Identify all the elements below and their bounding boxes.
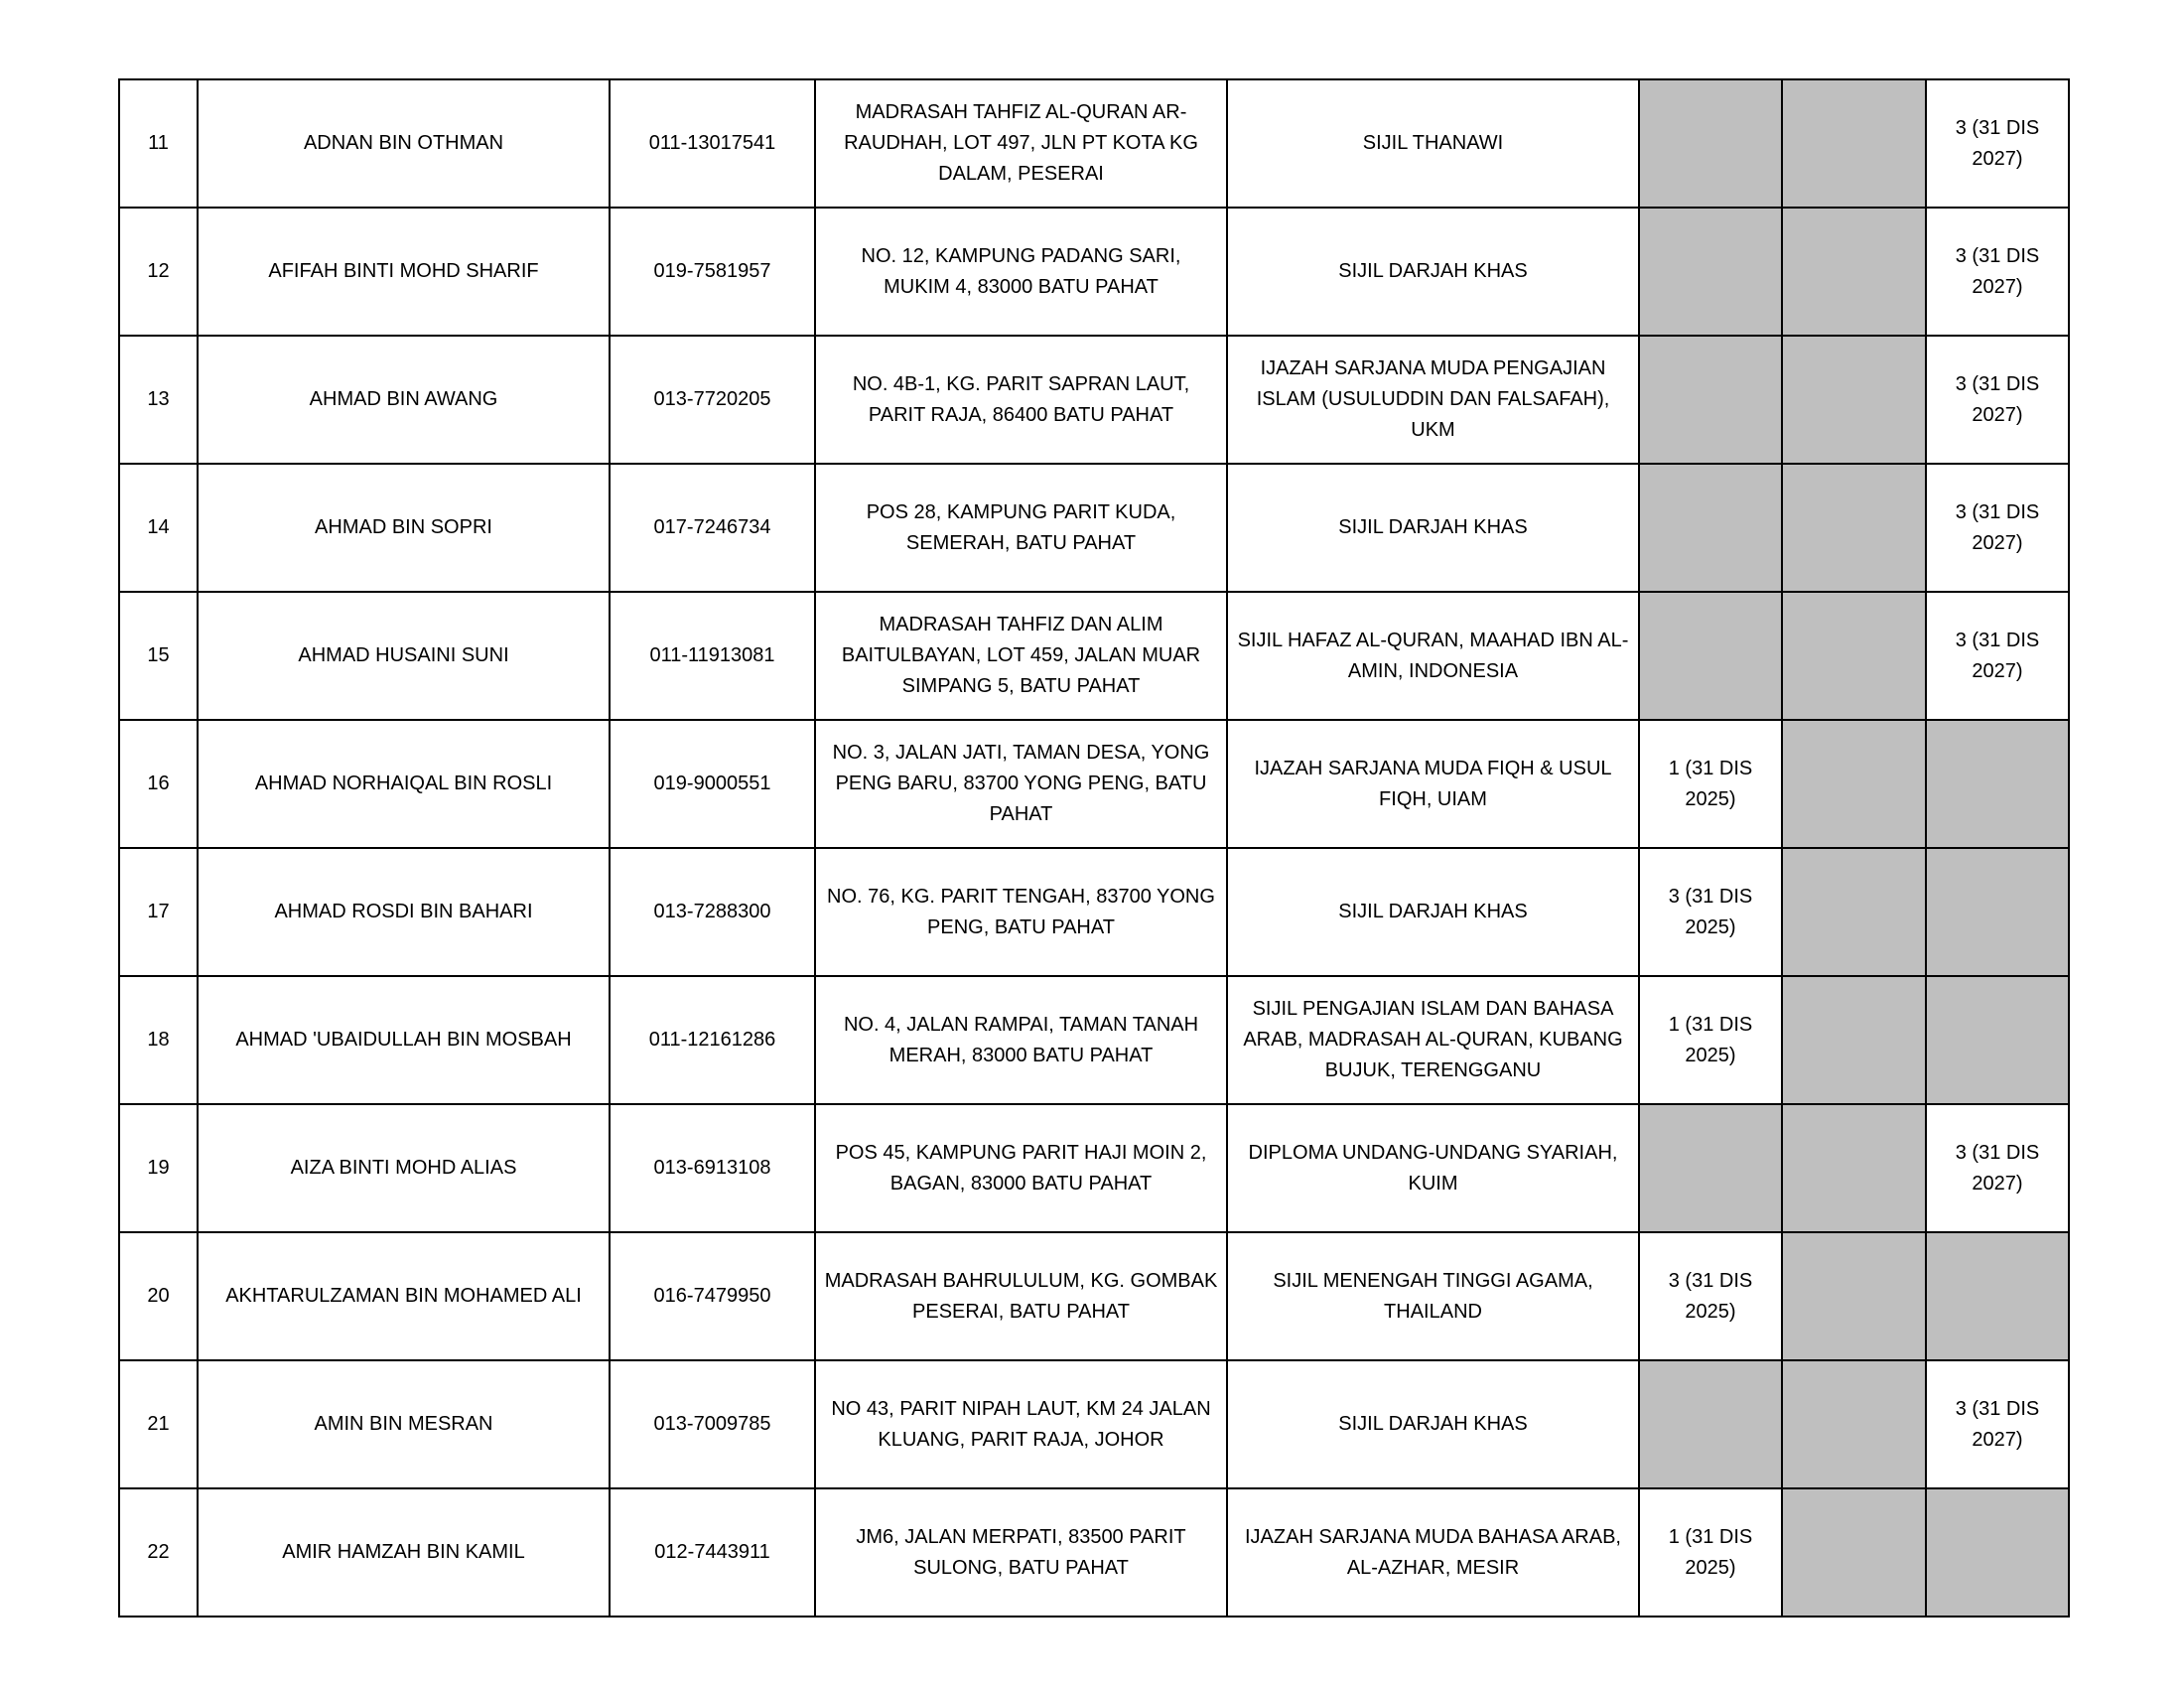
cell-status-col8-line: 3 (31 DIS bbox=[1955, 372, 2040, 395]
cell-qualification bbox=[1227, 976, 1639, 1104]
cell-address-line: MADRASAH TAHFIZ DAN ALIM bbox=[879, 614, 1163, 635]
table-row bbox=[119, 464, 2069, 592]
cell-status-col7 bbox=[1782, 1488, 1926, 1617]
cell-address bbox=[815, 976, 1227, 1104]
cell-address-line: JM6, JALAN MERPATI, 83500 PARIT bbox=[856, 1525, 1186, 1548]
cell-address bbox=[815, 79, 1227, 208]
cell-phone: 011-11913081 bbox=[610, 592, 815, 720]
cell-phone: 019-9000551 bbox=[610, 720, 815, 848]
cell-address-line: NO. 3, JALAN JATI, TAMAN DESA, YONG bbox=[832, 742, 1210, 764]
cell-status-col8 bbox=[1926, 1232, 2069, 1360]
table-row bbox=[119, 1104, 2069, 1232]
cell-address bbox=[815, 1232, 1227, 1360]
cell-address-line: NO. 4, JALAN RAMPAI, TAMAN TANAH bbox=[843, 1013, 1199, 1036]
cell-name: AHMAD 'UBAIDULLAH BIN MOSBAH bbox=[198, 976, 610, 1104]
cell-status-col7 bbox=[1782, 1104, 1926, 1232]
table-row bbox=[119, 1232, 2069, 1360]
cell-status-col8-line: 3 (31 DIS bbox=[1955, 629, 2040, 651]
cell-status-col7 bbox=[1782, 592, 1926, 720]
cell-status-col6-line: 1 (31 DIS bbox=[1668, 1525, 1753, 1548]
cell-phone: 012-7443911 bbox=[610, 1488, 815, 1617]
cell-name: AHMAD NORHAIQAL BIN ROSLI bbox=[198, 720, 610, 848]
cell-status-col6 bbox=[1639, 592, 1782, 720]
cell-qualification-line: ARAB, MADRASAH AL-QURAN, KUBANG bbox=[1243, 1029, 1623, 1051]
cell-address-line: PARIT RAJA, 86400 BATU PAHAT bbox=[868, 403, 1174, 426]
cell-status-col8-line: 2027) bbox=[1972, 1428, 2023, 1451]
cell-address-line: NO 43, PARIT NIPAH LAUT, KM 24 JALAN bbox=[831, 1397, 1211, 1420]
cell-status-col8-line: 3 (31 DIS bbox=[1955, 244, 2040, 267]
cell-status-col6-line: 3 (31 DIS bbox=[1668, 885, 1753, 908]
table-body bbox=[119, 79, 2069, 1617]
table-row bbox=[119, 79, 2069, 208]
cell-qualification bbox=[1227, 464, 1639, 592]
table-row bbox=[119, 848, 2069, 976]
cell-address-line: DALAM, PESERAI bbox=[938, 163, 1104, 185]
cell-address-line: MERAH, 83000 BATU PAHAT bbox=[888, 1044, 1154, 1066]
cell-phone: 013-7009785 bbox=[610, 1360, 815, 1488]
cell-name: AFIFAH BINTI MOHD SHARIF bbox=[198, 208, 610, 336]
cell-status-col6 bbox=[1639, 1488, 1782, 1617]
cell-status-col8-line: 2027) bbox=[1972, 1172, 2023, 1195]
cell-qualification bbox=[1227, 1360, 1639, 1488]
cell-qualification-line: IJAZAH SARJANA MUDA FIQH & USUL bbox=[1254, 757, 1612, 779]
cell-status-col8 bbox=[1926, 720, 2069, 848]
cell-address-line: NO. 12, KAMPUNG PADANG SARI, bbox=[861, 244, 1181, 267]
cell-qualification bbox=[1227, 1104, 1639, 1232]
cell-number: 16 bbox=[119, 720, 198, 848]
cell-status-col6 bbox=[1639, 1104, 1782, 1232]
cell-status-col6 bbox=[1639, 208, 1782, 336]
cell-qualification-line: KUIM bbox=[1408, 1172, 1458, 1195]
cell-status-col7 bbox=[1782, 1232, 1926, 1360]
cell-status-col8 bbox=[1926, 208, 2069, 336]
table-row bbox=[119, 720, 2069, 848]
cell-address bbox=[815, 1488, 1227, 1617]
cell-status-col7 bbox=[1782, 720, 1926, 848]
cell-phone: 013-7288300 bbox=[610, 848, 815, 976]
cell-address bbox=[815, 464, 1227, 592]
cell-address-line: BAITULBAYAN, LOT 459, JALAN MUAR bbox=[841, 644, 1201, 666]
cell-number: 20 bbox=[119, 1232, 198, 1360]
cell-address-line: KLUANG, PARIT RAJA, JOHOR bbox=[878, 1428, 1164, 1451]
cell-address-line: BAGAN, 83000 BATU PAHAT bbox=[889, 1172, 1153, 1195]
cell-status-col8-line: 2027) bbox=[1972, 531, 2023, 554]
cell-address-line: SIMPANG 5, BATU PAHAT bbox=[901, 675, 1141, 697]
table-row bbox=[119, 976, 2069, 1104]
cell-status-col6 bbox=[1639, 848, 1782, 976]
cell-qualification-line: SIJIL DARJAH KHAS bbox=[1338, 1413, 1528, 1435]
cell-address-line: POS 28, KAMPUNG PARIT KUDA, bbox=[866, 500, 1176, 523]
cell-address bbox=[815, 336, 1227, 464]
cell-qualification-line: SIJIL DARJAH KHAS bbox=[1338, 516, 1528, 538]
cell-qualification-line: IJAZAH SARJANA MUDA PENGAJIAN bbox=[1260, 357, 1606, 379]
cell-qualification bbox=[1227, 848, 1639, 976]
cell-qualification-line: SIJIL MENENGAH TINGGI AGAMA, bbox=[1273, 1269, 1593, 1292]
cell-qualification bbox=[1227, 208, 1639, 336]
cell-phone: 011-12161286 bbox=[610, 976, 815, 1104]
cell-address-line: MADRASAH TAHFIZ AL-QURAN AR- bbox=[855, 101, 1187, 123]
cell-address bbox=[815, 1104, 1227, 1232]
cell-address-line: SULONG, BATU PAHAT bbox=[913, 1556, 1129, 1579]
cell-phone: 017-7246734 bbox=[610, 464, 815, 592]
cell-status-col8-line: 3 (31 DIS bbox=[1955, 116, 2040, 139]
cell-address bbox=[815, 1360, 1227, 1488]
cell-status-col6 bbox=[1639, 464, 1782, 592]
cell-status-col6 bbox=[1639, 976, 1782, 1104]
cell-status-col6 bbox=[1639, 336, 1782, 464]
cell-address bbox=[815, 592, 1227, 720]
cell-status-col8 bbox=[1926, 1488, 2069, 1617]
cell-name: AHMAD HUSAINI SUNI bbox=[198, 592, 610, 720]
cell-qualification-line: IJAZAH SARJANA MUDA BAHASA ARAB, bbox=[1244, 1525, 1621, 1548]
cell-number: 18 bbox=[119, 976, 198, 1104]
cell-number: 15 bbox=[119, 592, 198, 720]
cell-qualification bbox=[1227, 336, 1639, 464]
cell-qualification-line: SIJIL PENGAJIAN ISLAM DAN BAHASA bbox=[1252, 998, 1614, 1020]
cell-address-line: RAUDHAH, LOT 497, JLN PT KOTA KG bbox=[844, 132, 1198, 154]
cell-status-col8-line: 2027) bbox=[1972, 275, 2023, 298]
cell-phone: 013-7720205 bbox=[610, 336, 815, 464]
cell-qualification bbox=[1227, 79, 1639, 208]
cell-status-col7 bbox=[1782, 464, 1926, 592]
cell-qualification bbox=[1227, 1232, 1639, 1360]
cell-status-col8-line: 2027) bbox=[1972, 147, 2023, 170]
cell-phone: 019-7581957 bbox=[610, 208, 815, 336]
cell-address bbox=[815, 848, 1227, 976]
cell-status-col6 bbox=[1639, 720, 1782, 848]
cell-address-line: NO. 4B-1, KG. PARIT SAPRAN LAUT, bbox=[852, 372, 1190, 395]
table-row bbox=[119, 336, 2069, 464]
cell-status-col6-line: 1 (31 DIS bbox=[1668, 1013, 1753, 1036]
cell-status-col7 bbox=[1782, 976, 1926, 1104]
cell-status-col8 bbox=[1926, 79, 2069, 208]
cell-qualification bbox=[1227, 720, 1639, 848]
cell-status-col8 bbox=[1926, 848, 2069, 976]
cell-address-line: MADRASAH BAHRULULUM, KG. GOMBAK bbox=[824, 1269, 1218, 1292]
cell-qualification-line: AL-AZHAR, MESIR bbox=[1346, 1556, 1520, 1579]
cell-number: 19 bbox=[119, 1104, 198, 1232]
cell-status-col8-line: 3 (31 DIS bbox=[1955, 500, 2040, 523]
cell-address-line: POS 45, KAMPUNG PARIT HAJI MOIN 2, bbox=[835, 1141, 1207, 1164]
cell-status-col6-line: 2025) bbox=[1685, 1300, 1736, 1323]
cell-status-col7 bbox=[1782, 336, 1926, 464]
cell-qualification-line: THAILAND bbox=[1384, 1300, 1482, 1323]
cell-name: AKHTARULZAMAN BIN MOHAMED ALI bbox=[198, 1232, 610, 1360]
cell-qualification-line: ISLAM (USULUDDIN DAN FALSAFAH), bbox=[1256, 388, 1610, 410]
cell-number: 17 bbox=[119, 848, 198, 976]
cell-status-col8 bbox=[1926, 976, 2069, 1104]
cell-status-col8-line: 2027) bbox=[1972, 659, 2023, 682]
cell-name: AMIN BIN MESRAN bbox=[198, 1360, 610, 1488]
cell-number: 14 bbox=[119, 464, 198, 592]
cell-status-col8-line: 3 (31 DIS bbox=[1955, 1141, 2040, 1164]
cell-status-col8 bbox=[1926, 1104, 2069, 1232]
registry-table bbox=[118, 78, 2070, 1618]
cell-address-line: MUKIM 4, 83000 BATU PAHAT bbox=[884, 275, 1159, 298]
cell-number: 21 bbox=[119, 1360, 198, 1488]
cell-status-col6-line: 2025) bbox=[1685, 1556, 1736, 1579]
cell-status-col7 bbox=[1782, 208, 1926, 336]
cell-status-col6-line: 2025) bbox=[1685, 915, 1736, 938]
cell-status-col8 bbox=[1926, 1360, 2069, 1488]
cell-qualification-line: SIJIL DARJAH KHAS bbox=[1338, 901, 1528, 922]
cell-address-line: NO. 76, KG. PARIT TENGAH, 83700 YONG bbox=[827, 885, 1215, 908]
cell-number: 22 bbox=[119, 1488, 198, 1617]
table-row bbox=[119, 1360, 2069, 1488]
cell-status-col8-line: 2027) bbox=[1972, 403, 2023, 426]
cell-number: 11 bbox=[119, 79, 198, 208]
cell-name: AMIR HAMZAH BIN KAMIL bbox=[198, 1488, 610, 1617]
cell-status-col8 bbox=[1926, 464, 2069, 592]
cell-status-col6-line: 1 (31 DIS bbox=[1668, 757, 1753, 779]
cell-status-col6 bbox=[1639, 1360, 1782, 1488]
cell-name: AHMAD BIN AWANG bbox=[198, 336, 610, 464]
cell-status-col6-line: 2025) bbox=[1685, 1044, 1736, 1066]
cell-status-col8 bbox=[1926, 592, 2069, 720]
cell-qualification-line: AMIN, INDONESIA bbox=[1347, 659, 1519, 682]
cell-address-line: PESERAI, BATU PAHAT bbox=[912, 1300, 1130, 1323]
cell-address bbox=[815, 720, 1227, 848]
cell-status-col6-line: 3 (31 DIS bbox=[1668, 1269, 1753, 1292]
cell-number: 13 bbox=[119, 336, 198, 464]
cell-qualification-line: DIPLOMA UNDANG-UNDANG SYARIAH, bbox=[1248, 1141, 1618, 1164]
cell-address-line: PAHAT bbox=[989, 803, 1053, 825]
cell-status-col8 bbox=[1926, 336, 2069, 464]
cell-address-line: SEMERAH, BATU PAHAT bbox=[905, 531, 1137, 554]
cell-phone: 011-13017541 bbox=[610, 79, 815, 208]
cell-status-col8-line: 3 (31 DIS bbox=[1955, 1397, 2040, 1420]
cell-status-col7 bbox=[1782, 848, 1926, 976]
cell-qualification-line: SIJIL THANAWI bbox=[1362, 132, 1504, 154]
cell-qualification-line: UKM bbox=[1411, 419, 1455, 441]
cell-status-col6 bbox=[1639, 1232, 1782, 1360]
cell-phone: 013-6913108 bbox=[610, 1104, 815, 1232]
cell-qualification-line: BUJUK, TERENGGANU bbox=[1324, 1059, 1542, 1081]
cell-name: AHMAD BIN SOPRI bbox=[198, 464, 610, 592]
cell-address bbox=[815, 208, 1227, 336]
cell-name: AHMAD ROSDI BIN BAHARI bbox=[198, 848, 610, 976]
cell-qualification bbox=[1227, 1488, 1639, 1617]
cell-qualification-line: SIJIL HAFAZ AL-QURAN, MAAHAD IBN AL- bbox=[1237, 629, 1629, 651]
cell-address-line: PENG, BATU PAHAT bbox=[927, 915, 1115, 938]
cell-status-col7 bbox=[1782, 1360, 1926, 1488]
cell-qualification-line: SIJIL DARJAH KHAS bbox=[1338, 260, 1528, 282]
table-row bbox=[119, 592, 2069, 720]
cell-status-col6-line: 2025) bbox=[1685, 787, 1736, 810]
table-row bbox=[119, 1488, 2069, 1617]
cell-name: ADNAN BIN OTHMAN bbox=[198, 79, 610, 208]
cell-phone: 016-7479950 bbox=[610, 1232, 815, 1360]
cell-name: AIZA BINTI MOHD ALIAS bbox=[198, 1104, 610, 1232]
cell-number: 12 bbox=[119, 208, 198, 336]
cell-address-line: PENG BARU, 83700 YONG PENG, BATU bbox=[835, 773, 1207, 794]
cell-qualification-line: FIQH, UIAM bbox=[1379, 787, 1487, 810]
cell-status-col6 bbox=[1639, 79, 1782, 208]
cell-qualification bbox=[1227, 592, 1639, 720]
table-row bbox=[119, 208, 2069, 336]
cell-status-col7 bbox=[1782, 79, 1926, 208]
